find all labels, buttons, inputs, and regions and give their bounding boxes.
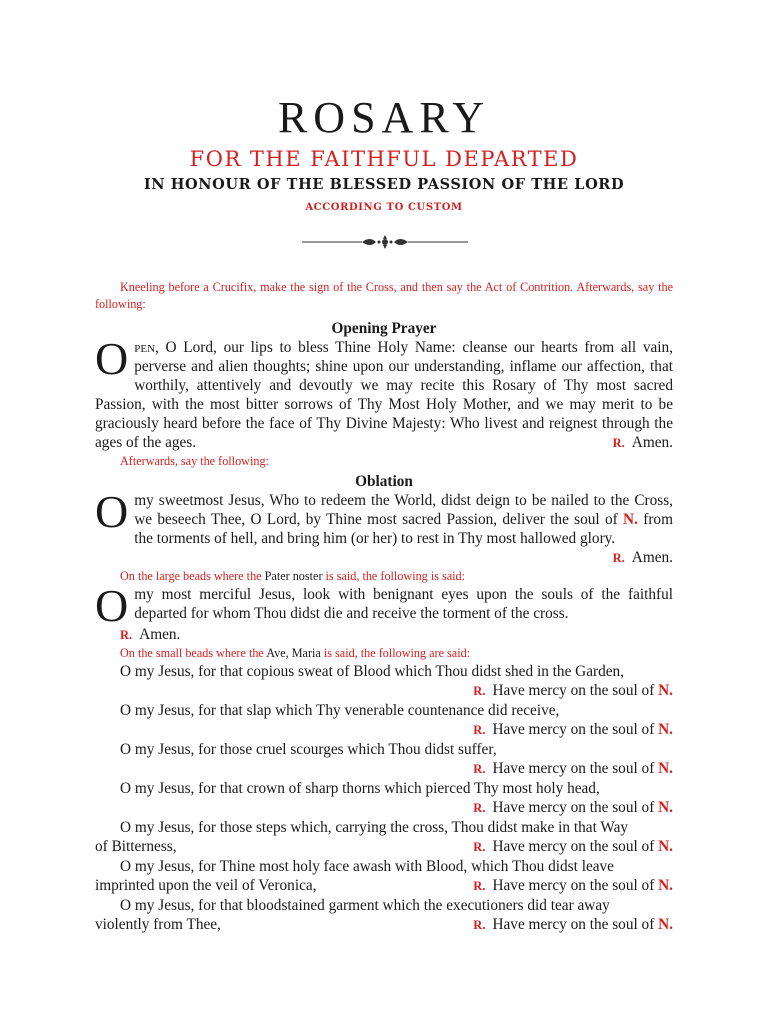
opening-prayer-text: , O Lord, our lips to bless Thine Holy Name: cleanse our hearts from all vain, perverse and alien thoughts; shine upon our understanding, inflame our affection, that worthily, attentively and devoutly we may recite this Rosary of Thy most sacred Passion, with the most bitter sorrows of Thy Most Holy Mother, and we may merit to be graciously heard before the face of Thy Divine Majesty: Who livest and reignest through the ages of the ages. [95, 339, 673, 451]
prayer-body [95, 279, 673, 935]
rubric-afterwards: Afterwards, say the following: [120, 454, 269, 468]
page-title: ROSARY [277, 93, 491, 142]
response-mercy: R. Have mercy on the soul of N. [473, 682, 673, 699]
subtitle-custom: ACCORDING TO CUSTOM [305, 202, 463, 213]
response-mercy: R. Have mercy on the soul of N. [473, 838, 673, 855]
response-label: R. [612, 551, 625, 565]
petition: O my Jesus, for Thine most holy face awash with Blood, which Thou didst leave imprinted upon the veil of Veronica, R. Have mercy on the soul of N. [95, 858, 673, 894]
response-label: R. [120, 628, 133, 642]
opening-prayer-heading: Opening Prayer [331, 320, 437, 337]
intro-rubric: Kneeling before a Crucifix, make the sign of the Cross, and then say the Act of Contrition. Afterwards, say the following: [95, 280, 673, 311]
subtitle: FOR THE FAITHFUL DEPARTED [189, 147, 579, 171]
oblation-text-continued: from the torments of hell, and bring him (or her) to rest in Thy most hallowed glory. [134, 511, 673, 547]
dropcap: O [95, 333, 129, 384]
petition: O my Jesus, for that copious sweat of Blood which Thou didst shed in the Garden, R. Have mercy on the soul of N. [95, 662, 673, 701]
oblation-prayer [95, 486, 673, 566]
response-mercy: R. Have mercy on the soul of N. [473, 877, 673, 894]
response-amen: R. Amen. [120, 626, 181, 643]
response-mercy: R. Have mercy on the soul of N. [473, 721, 673, 738]
response-mercy: R. Have mercy on the soul of N. [473, 916, 673, 933]
response-amen: R. Amen. [612, 434, 673, 451]
large-beads-text: my most merciful Jesus, look with benignant eyes upon the souls of the faithful departed for whom Thou didst die and receive the torment of the cross. [134, 586, 673, 622]
opening-prayer [95, 333, 673, 452]
oblation-heading: Oblation [355, 473, 413, 490]
rubric-large-beads: On the large beads where the Pater noster is said, the following is said: [120, 569, 466, 583]
response-amen: R. Amen. [612, 549, 673, 566]
ornament-divider-icon [300, 234, 470, 250]
rubric-small-beads: On the small beads where the Ave, Maria is said, the following are said: [120, 646, 471, 660]
subtitle-dedication: IN HONOUR OF THE BLESSED PASSION OF THE LORD [143, 176, 625, 193]
oblation-text: my sweetmost Jesus, Who to redeem the World, didst deign to be nailed to the Cross, we beseech Thee, O Lord, by Thine most sacred Passion, deliver the soul of [134, 492, 673, 528]
petition: O my Jesus, for those cruel scourges which Thou didst suffer, R. Have mercy on the soul of N. [95, 740, 673, 779]
dropcap: O [95, 486, 129, 537]
petition: O my Jesus, for that slap which Thy venerable countenance did receive, R. Have mercy on the soul of N. [95, 701, 673, 740]
response-mercy: R. Have mercy on the soul of N. [473, 760, 673, 777]
response-mercy: R. Have mercy on the soul of N. [473, 799, 673, 816]
petition: O my Jesus, for that bloodstained garment which the executioners did tear away violently from Thee, R. Have mercy on the soul of N. [95, 897, 673, 933]
name-placeholder: N. [623, 511, 638, 528]
smallcaps-word: pen [134, 339, 156, 356]
petition: O my Jesus, for those steps which, carrying the cross, Thou didst make in that Way of Bitterness, R. Have mercy on the soul of N. [95, 819, 673, 855]
dropcap: O [95, 580, 129, 631]
response-label: R. [612, 436, 625, 450]
large-beads-prayer [95, 580, 673, 631]
petition: O my Jesus, for that crown of sharp thorns which pierced Thy most holy head, R. Have mercy on the soul of N. [95, 779, 673, 818]
